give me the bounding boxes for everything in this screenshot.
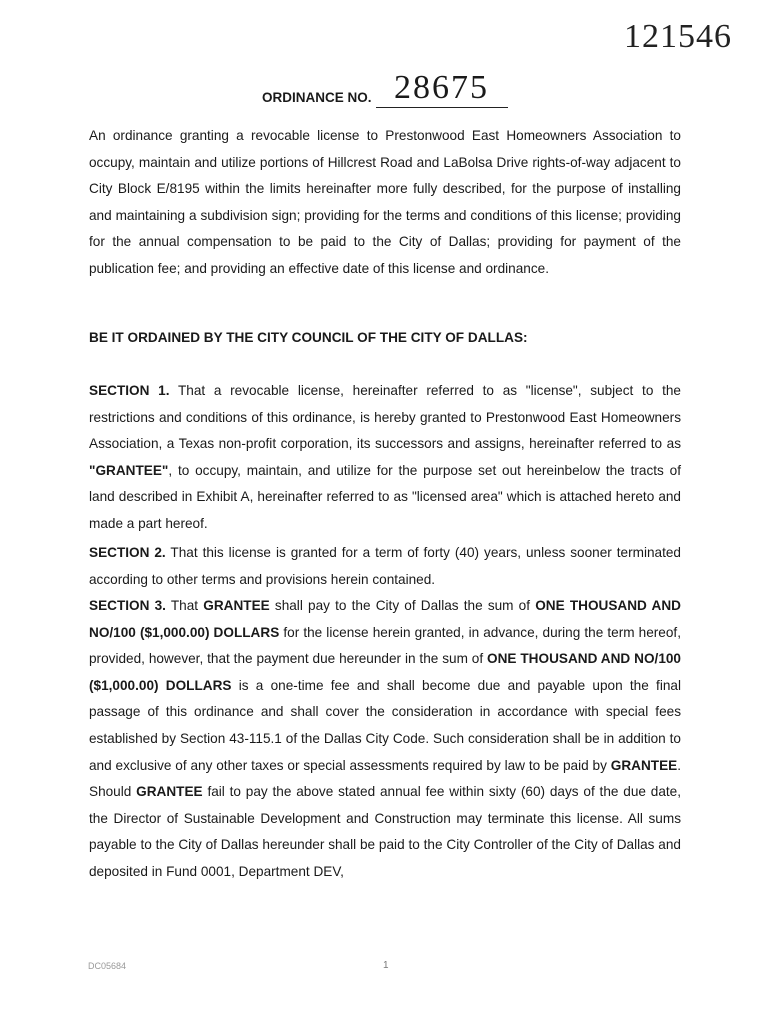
section-3-text-f: fail to pay the above stated annual fee within sixty (60) days of the due date, the Director of Sustainable Development and Construction may terminate this license. All sums payable to the City of Dallas hereunder shall be paid to the City Controller of the City of Dallas and deposited in Fund 0001, Department DEV,: [89, 784, 681, 879]
section-3-grantee-c: GRANTEE: [136, 784, 203, 800]
section-3: [89, 593, 681, 886]
section-1-grantee: "GRANTEE": [89, 462, 169, 478]
section-1-heading: SECTION 1.: [89, 383, 170, 398]
ordaining-clause: BE IT ORDAINED BY THE CITY COUNCIL OF THE CITY OF DALLAS:: [89, 330, 528, 345]
section-3-amount-b: ONE THOUSAND AND NO/100 ($1,000.00) DOLLARS: [89, 651, 681, 693]
section-1-text-b: , to occupy, maintain, and utilize for the purpose set out hereinbelow the tracts of land described in Exhibit A, hereinafter referred to as "licensed area" which is attached hereto and made a part hereof.: [89, 462, 681, 531]
page-number: 1: [383, 960, 389, 971]
document-stamp-number: 121546: [624, 18, 732, 55]
section-3-text-b: shall pay to the City of Dallas the sum of: [269, 598, 536, 613]
section-2: [89, 540, 681, 593]
section-3-grantee-a: GRANTEE: [203, 598, 270, 613]
section-3-grantee-b: GRANTEE: [610, 757, 678, 773]
section-2-heading: SECTION 2.: [89, 545, 166, 560]
section-3-amount-a: ONE THOUSAND AND NO/100 ($1,000.00) DOLLARS: [89, 598, 681, 640]
footer-document-code: DC05684: [88, 961, 127, 971]
section-3-text-e: . Should: [89, 757, 681, 800]
ordinance-label: ORDINANCE NO.: [262, 90, 372, 105]
section-1: [89, 378, 681, 538]
ordinance-number: 28675: [376, 70, 508, 108]
section-1-text-a: That a revocable license, hereinafter referred to as "license", subject to the restrictions and conditions of this ordinance, is hereby granted to Prestonwood East Homeowners Association, a Texas non-profit corporation, its successors and assigns, hereinafter referred to as: [89, 383, 681, 452]
section-3-heading: SECTION 3.: [89, 598, 166, 613]
section-3-text-a: That: [165, 598, 204, 613]
section-3-text-c: for the license herein granted, in advance, during the term hereof, provided, however, that the payment due hereunder in the sum of: [89, 624, 681, 667]
section-3-text-d: is a one-time fee and shall become due and payable upon the final passage of this ordinance and shall cover the consideration in accordance with special fees established by Section 43-115.1 of the Dallas City Code. Such consideration shall be in addition to and exclusive of any other taxes or special assessments required by law to be paid by: [89, 677, 681, 773]
section-2-text: That this license is granted for a term of forty (40) years, unless sooner terminated according to other terms and provisions herein contained.: [89, 545, 681, 587]
ordinance-title: [262, 70, 542, 108]
ordinance-preamble: An ordinance granting a revocable license to Prestonwood East Homeowners Association to occupy, maintain and utilize portions of Hillcrest Road and LaBolsa Drive rights-of-way adjacent to City Block E/8195 within the limits hereinafter more fully described, for the purpose of installing and maintaining a subdivision sign; providing for the terms and conditions of this license; providing for the annual compensation to be paid to the City of Dallas; providing for payment of the publication fee; and providing an effective date of this license and ordinance.: [89, 128, 681, 276]
